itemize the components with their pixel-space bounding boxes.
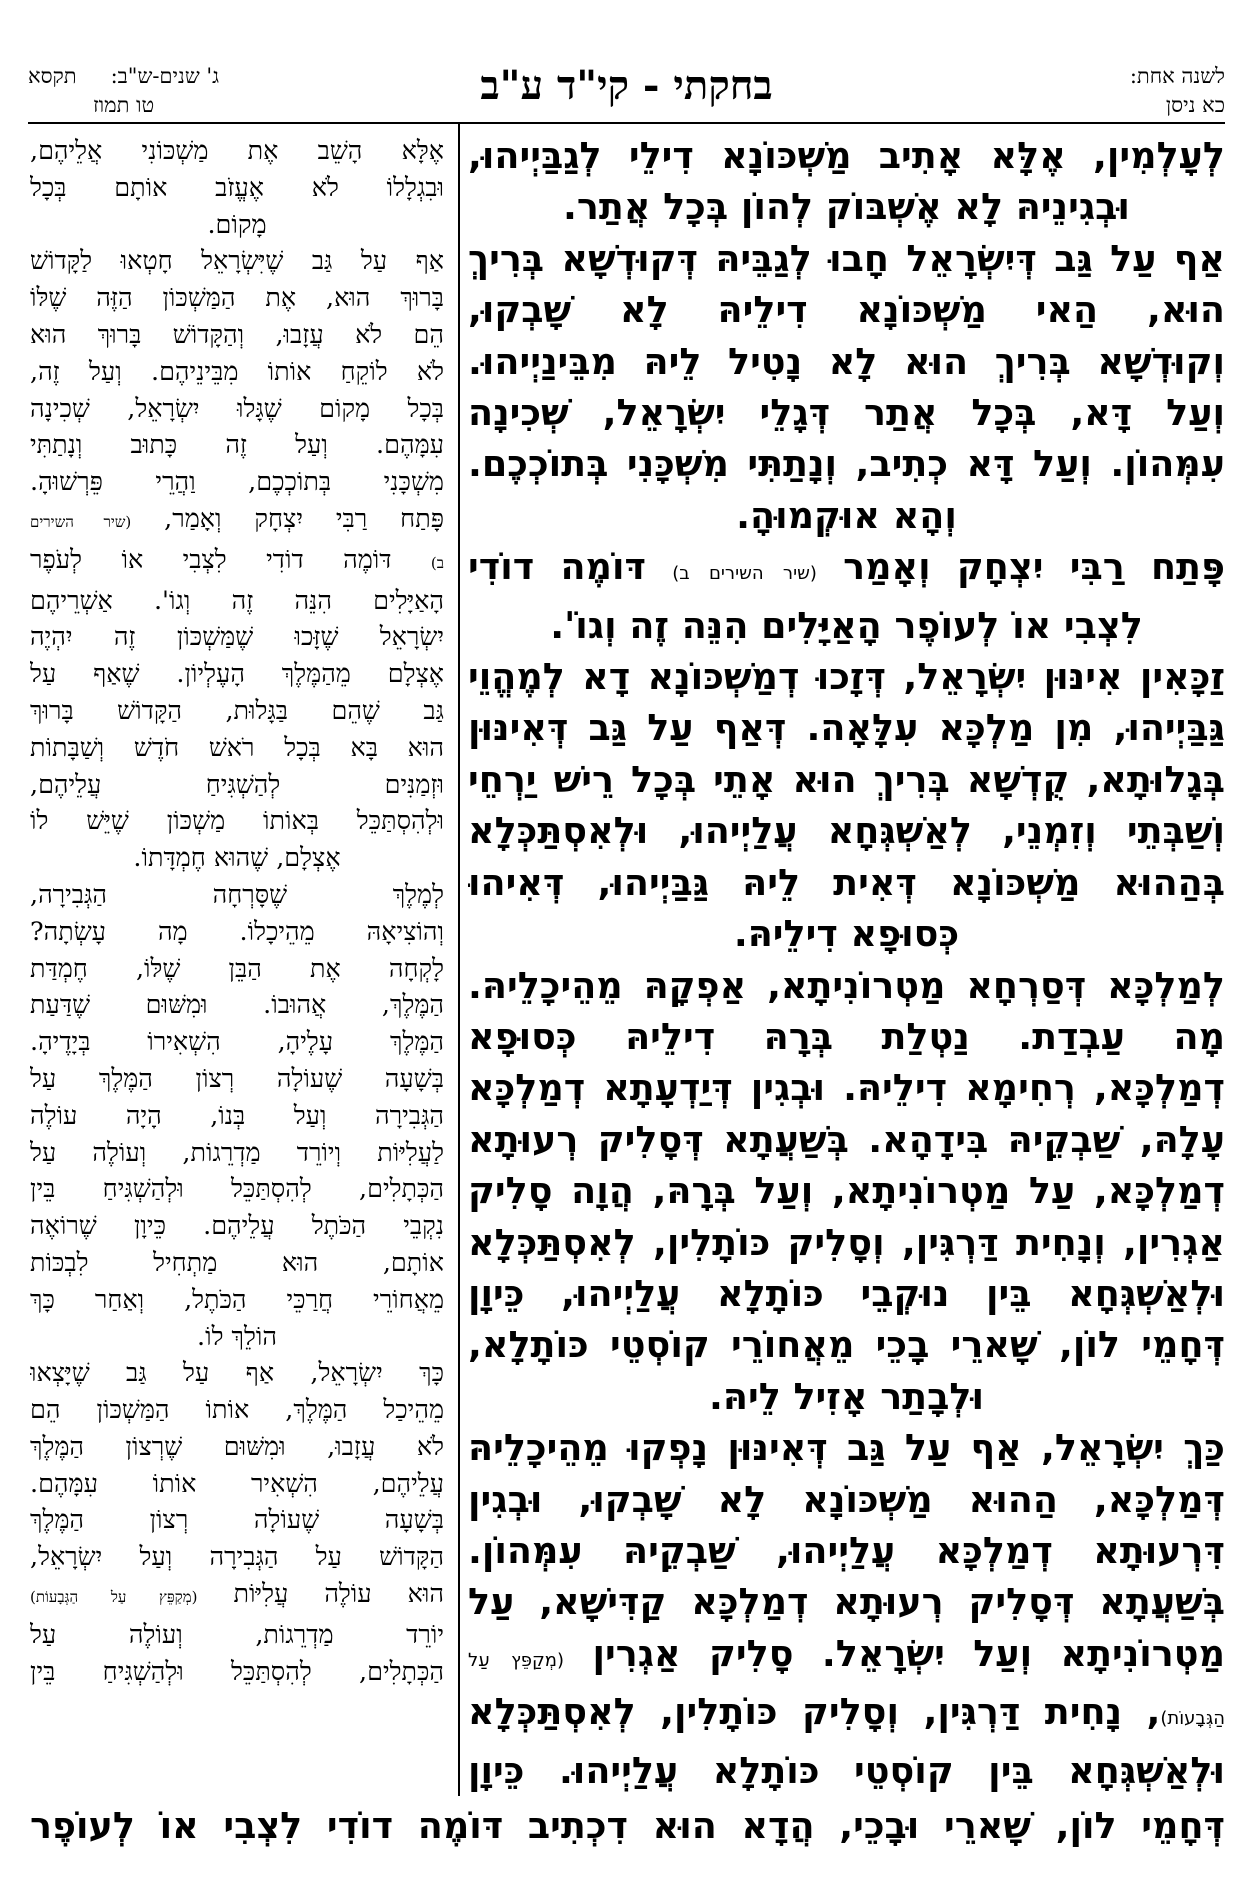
side-line: מִשְׁכָּנִי בְּתוֹכְכֶם, וַהֲרֵי פֵּרְשׁוּהָ. [30, 466, 444, 497]
side-line: אֶצְלָם, שֶׁהוּא חֶמְדָּתוֹ. [133, 842, 341, 873]
main-line: מָה עַבְדַת. נַטְלַת בְּרָהּ דִילֵיהּ כְּסוּפָא [468, 1014, 1225, 1058]
side-line: בְּשָׁעָה שֶׁעוֹלָה רְצוֹן הַמֶּלֶךְ [30, 1504, 444, 1535]
side-line: הַמֶּלֶךְ עָלֶיהָ, הִשְׁאִירוֹ בְּיָדֶיהָ. [30, 1026, 444, 1057]
main-line: בְּשַׁעֲתָא דְּסָלִיק רְעוּתָא דְמַלְכָּא קַדִּישָׁא, עַל [468, 1580, 1225, 1624]
main-line: וּלְאַשְׁגְּחָא בֵּין נוּקְבֵי כּוֹתָלָא עֲלַיְיהוּ, כֵּיוָן [468, 1271, 1225, 1315]
side-line: הַכְּתָלִים, לְהִסְתַּכֵּל וּלְהַשְׁגִּיחַ בֵּין [30, 1655, 444, 1686]
side-line: וּלְהִסְתַּכֵּל בְּאוֹתוֹ מַשְׁכּוֹן שֶׁיֵּשׁ לוֹ [30, 805, 444, 836]
side-line: לֹא עֲזָבוּ, וּמִשּׁוּם שֶׁרְצוֹן הַמֶּלֶךְ [30, 1430, 444, 1461]
main-line: וּבְגִינֵיהּ לָא אֶשְׁבּוֹק לְהוֹן בְּכָל אֲתַר. [563, 185, 1130, 229]
side-line: מֵהֵיכַל הַמֶּלֶךְ, אוֹתוֹ הַמַּשְׁכּוֹן הֵם [30, 1394, 444, 1425]
side-line: וּבִגְלָלוֹ לֹא אֶעֱזֹב אוֹתָם בְּכָל [30, 171, 444, 202]
side-line: הַגְּבִירָה וְעַל בְּנוֹ, הָיָה עוֹלֶה [30, 1099, 444, 1130]
main-line: דִּרְעוּתָא דְמַלְכָּא עֲלַיְיהוּ, שַׁבְקֵיהּ עִמְּהוֹן. [468, 1528, 1225, 1572]
side-line: בָּרוּךְ הוּא, אֶת הַמַּשְׁכּוֹן הַזֶּה שֶׁלּוֹ [30, 282, 444, 313]
side-line: בְּכָל מָקוֹם שֶׁגָּלוּ יִשְׂרָאֵל, שְׁכִינָה [30, 392, 444, 423]
main-line: אַף עַל גַּב דְּיִשְׂרָאֵל חָבוּ לְגַבֵּיהּ דְּקוּדְשָׁא בְּרִיךְ [468, 236, 1225, 280]
main-line: דְמַלְכָּא, עַל מַטְרוֹנִיתָא, וְעַל בְּרָהּ, הֲוָה סָלִיק [468, 1169, 1225, 1213]
main-line-text: , נָחִית דַּרְגִּין, וְסָלִיק כּוֹתָלִין, לְאִסְתַּכְּלָא [468, 1690, 1161, 1734]
main-line [468, 541, 1225, 599]
main-line: וְשַׁבְּתֵי וְזִמְנֵי, לְאַשְׁגְּחָא עֲלַיְיהוּ, וּלְאִסְתַּכְּלָא [468, 809, 1225, 853]
side-line: יוֹרֵד מַדְרֵגוֹת, וְעוֹלֶה עַל [30, 1618, 444, 1649]
main-line: עָלָהּ, שַׁבְקֵיהּ בִּידָהָא. בְּשַׁעֲתָא דְּסָלִיק רְעוּתָא [468, 1117, 1225, 1161]
source-reference: (שיר השירים ב) [672, 563, 817, 585]
side-line: מֵאֲחוֹרֵי חֲרַכֵּי הַכֹּתֶל, וְאַחַר כָּךְ [30, 1283, 444, 1314]
side-line: אֶצְלָם מֵהַמֶּלֶךְ הָעֶלְיוֹן. שֶׁאַף עַל [30, 658, 444, 689]
source-reference: הַגְּבָעוֹת) [1160, 1708, 1225, 1730]
header-left [28, 62, 219, 120]
side-line: נִקְבֵי הַכֹּתֶל עֲלֵיהֶם. כֵּיוָן שֶׁרוֹאֶה [30, 1210, 444, 1241]
page-header [28, 60, 1225, 124]
side-line: הַכְּתָלִים, לְהִסְתַּכֵּל וּלְהַשְׁגִּיחַ בֵּין [30, 1173, 444, 1204]
main-line: וּלְבָתַר אָזִיל לֵיהּ. [709, 1374, 984, 1418]
main-line: לְעָלְמִין, אֶלָּא אָתִיב מַשְׁכּוֹנָא דִילֵי לְגַבַּיְיהוּ, [468, 134, 1225, 177]
main-line-text: פָּתַח רַבִּי יִצְחָק וְאָמַר [843, 545, 1225, 589]
side-line: וְהוֹצִיאָהּ מֵהֵיכָלוֹ. מָה עָשְׂתָה? [30, 915, 444, 946]
side-line: לַעֲלִיּוֹת וְיוֹרֵד מַדְרֵגוֹת, וְעוֹלֶה עַל [30, 1136, 444, 1167]
header-divider [28, 122, 1225, 124]
main-line: כַּךְ יִשְׂרָאֵל, אַף עַל גַּב דְּאִינּוּן נָפְקוּ מֵהֵיכָלֵיהּ [468, 1426, 1225, 1470]
header-schedule-date: טו תמוז [92, 93, 155, 117]
main-line: וְקוּדְשָׁא בְּרִיךְ הוּא לָא נָטִיל לֵיהּ מִבֵּינַיְיהוּ. [468, 339, 1225, 383]
side-line: אוֹתָם, הוּא מַתְחִיל לִבְכּוֹת [30, 1246, 444, 1277]
header-schedule-label: ג' שנים-ש"ב: [110, 64, 220, 88]
side-line [30, 500, 444, 541]
side-line: גַּב שֶׁהֵם בַּגָּלוּת, הַקָּדוֹשׁ בָּרוּךְ [30, 694, 444, 725]
side-line: עִמָּהֶם. וְעַל זֶה כָּתוּב וְנָתַתִּי [30, 429, 444, 460]
main-line: כְּסוּפָא דִילֵיהּ. [733, 912, 960, 956]
side-line: הָאַיָּלִים הִנֵּה זֶה וְגוֹ'. אַשְׁרֵיהֶם [30, 584, 444, 615]
side-line: כָּךְ יִשְׂרָאֵל, אַף עַל גַּב שֶׁיָּצְאוּ [30, 1357, 444, 1388]
main-line [468, 1686, 1225, 1744]
side-line [30, 541, 444, 582]
main-line: וְעַל דָּא, בְּכָל אֲתַר דְּגָלֵי יִשְׂרָאֵל, שְׁכִינָה [468, 391, 1225, 435]
main-line: בְּגָלוּתָא, קֻדְשָׁא בְּרִיךְ הוּא אָתֵי בְּכָל רֵישׁ יַרְחֵי [468, 757, 1225, 801]
main-line: וְהָא אוּקְמוּהָ. [736, 493, 957, 537]
side-line: אַף עַל גַּב שֶׁיִּשְׂרָאֵל חָטְאוּ לַקָּדוֹשׁ [30, 245, 444, 276]
side-line: וּזְמַנִּים לְהַשְׁגִּיחַ עֲלֵיהֶם, [30, 768, 444, 799]
source-reference: (שיר השירים [30, 512, 132, 531]
side-line-text: דּוֹמֶה דוֹדִי לִצְבִי אוֹ לְעֹפֶר [30, 543, 392, 574]
main-line: בְּהַהוּא מַשְׁכּוֹנָא דְּאִית לֵיהּ גַּבַּיְיהוּ, דְּאִיהוּ [468, 860, 1225, 904]
side-line: לֹא לוֹקֵחַ אוֹתוֹ מִבֵּינֵיהֶם. וְעַל זֶה, [30, 355, 444, 386]
main-line: וּלְאַשְׁגְּחָא בֵּין קוֹסְטֵי כּוֹתָלָא עֲלַיְיהוּ. כֵּיוָן [468, 1748, 1225, 1792]
side-line [30, 1575, 444, 1616]
side-line-text: פָּתַח רַבִּי יִצְחָק וְאָמַר, [164, 502, 444, 533]
main-line-text: דּוֹמֶה דוֹדִי [468, 545, 646, 589]
side-line: בְּשָׁעָה שֶׁעוֹלָה רְצוֹן הַמֶּלֶךְ עַל [30, 1062, 444, 1093]
header-cycle-label: לשנה אחת: [1129, 64, 1225, 88]
main-line: זַכָּאִין אִינּוּן יִשְׂרָאֵל, דְּזָכוּ דְמַשְׁכּוֹנָא דָא לְמֶהֱוֵי [468, 655, 1225, 699]
side-line: יִשְׂרָאֵל שֶׁזָּכוּ שֶׁמַּשְׁכּוֹן זֶה יִהְיֶה [30, 621, 444, 652]
main-line: לִצְבִי אוֹ לְעוֹפֶר הָאַיָּלִים הִנֵּה זֶה וְגוֹ'. [550, 603, 1143, 647]
header-page-number: תקסא [28, 64, 77, 88]
main-line: לְמַלְכָּא דְּסַרְחָא מַטְרוֹנִיתָא, אַפְקָהּ מֵהֵיכָלֵיהּ. [468, 963, 1225, 1007]
main-line-text: מַטְרוֹנִיתָא וְעַל יִשְׂרָאֵל. סָלִיק אַגְרִין [592, 1631, 1225, 1675]
main-text-column [468, 130, 1225, 1796]
side-line: לְמֶלֶךְ שֶׁסָּרְחָה הַגְּבִירָה, [30, 878, 444, 909]
side-line-text: הוּא עוֹלֶה עֲלִיּוֹת [233, 1578, 444, 1609]
main-line: דְמַלְכָּא, רְחִימָא דִילֵיהּ. וּבְגִין דְּיַדְעָתָא דְמַלְכָּא [468, 1066, 1225, 1110]
column-divider [458, 124, 460, 1796]
main-line: אַגְרִין, וְנָחִית דַּרְגִּין, וְסָלִיק כּוֹתָלִין, לְאִסְתַּכְּלָא [468, 1220, 1225, 1264]
source-reference: (מְקַפֵּץ עַל הַגְּבָעוֹת) [30, 1588, 198, 1607]
side-line: הַמֶּלֶךְ, אֲהוּבוֹ. וּמִשּׁוּם שֶׁדַּעַת [30, 989, 444, 1020]
side-line: הוֹלֵךְ לוֹ. [197, 1320, 277, 1351]
main-line: דְּחָמֵי לוֹן, שָׁארֵי בָכֵי מֵאֲחוֹרֵי קוֹסְטֵי כּוֹתָלָא, [468, 1323, 1225, 1367]
side-line: הוּא בָּא בְּכָל רֹאשׁ חֹדֶשׁ וְשַׁבָּתוֹת [30, 731, 444, 762]
page-title: בחקתי - קי"ד ע"ב [480, 62, 773, 109]
source-reference: ב) [430, 553, 444, 572]
side-line: הֵם לֹא עֲזָבוּ, וְהַקָּדוֹשׁ בָּרוּךְ הוּא [30, 318, 444, 349]
main-line: דְּמַלְכָּא, הַהוּא מַשְׁכּוֹנָא לָא שָׁבְקוּ, וּבְגִין [468, 1477, 1225, 1521]
main-line: גַּבַּיְיהוּ, מִן מַלְכָּא עִלָּאָה. דְּאַף עַל גַּב דְּאִינּוּן [468, 706, 1225, 750]
main-line [468, 1628, 1225, 1686]
side-line: הַקָּדוֹשׁ עַל הַגְּבִירָה וְעַל יִשְׂרָאֵל, [30, 1541, 444, 1572]
source-reference: (מְקַפֵּץ עַל [468, 1649, 565, 1671]
main-line: עִמְּהוֹן. וְעַל דָּא כְתִיב, וְנָתַתִּי מִשְׁכָּנִי בְּתוֹכְכֶם. [468, 442, 1225, 486]
side-line: לָקְחָה אֶת הַבֵּן שֶׁלּוֹ, חֶמְדַּת [30, 952, 444, 983]
bottom-text-line: דְּחָמֵי לוֹן, שָׁארֵי וּבָכֵי, הֲדָא הוּא דִכְתִיב דּוֹמֶה דוֹדִי לִצְבִי אוֹ לְעוֹפֶר [30, 1804, 1225, 1847]
side-line: אֶלָּא הָשֵׁב אֶת מַשְׁכּוֹנִי אֲלֵיהֶם, [30, 135, 444, 165]
side-line: עֲלֵיהֶם, הִשְׁאִיר אוֹתוֹ עִמָּהֶם. [30, 1467, 444, 1498]
main-line: הוּא, הַאי מַשְׁכּוֹנָא דִילֵיהּ לָא שָׁבְקוּ, [468, 288, 1225, 332]
side-line: מָקוֹם. [207, 208, 267, 239]
translation-column [30, 132, 444, 1689]
header-cycle-date: כא ניסן [1165, 93, 1225, 117]
